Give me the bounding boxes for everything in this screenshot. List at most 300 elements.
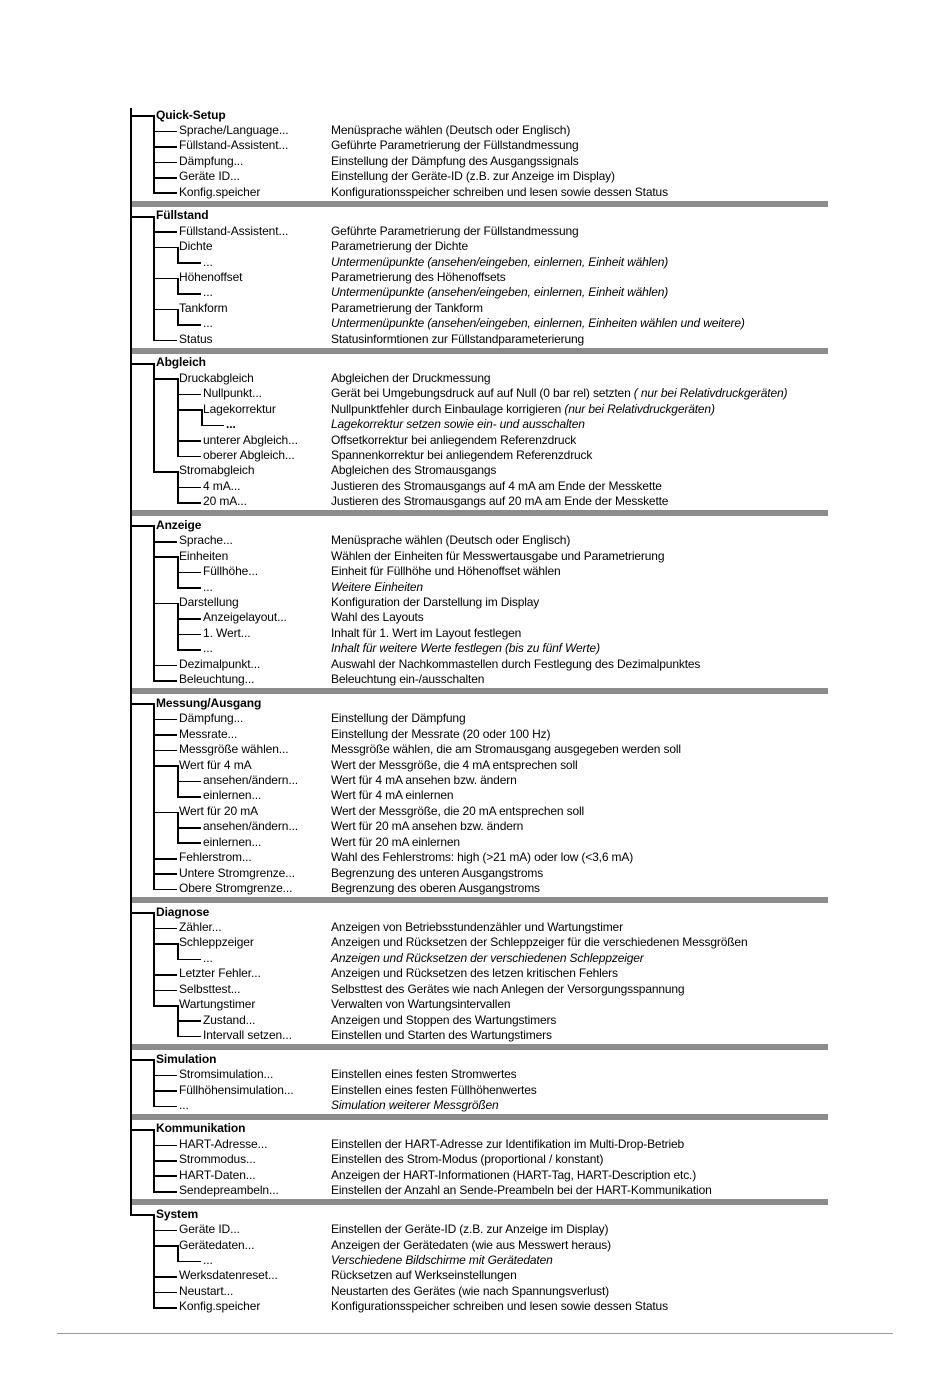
menu-row [0,935,950,950]
menu-item-label: einlernen... [203,788,262,803]
tree-vertical-line [177,765,179,781]
menu-item-label: Letzter Fehler... [179,966,261,981]
menu-item-description [331,1238,611,1253]
menu-item-label: einlernen... [203,834,262,849]
tree-branch-line [177,842,201,844]
section-title: System [156,1206,199,1221]
menu-item-label: Konfig.speicher [179,1299,261,1314]
description-text: Gerät bei Umgebungsdruck auf auf Null (0 bar rel) setzten [331,386,631,401]
menu-row [0,332,950,347]
menu-item-label: 1. Wert... [203,625,251,640]
description-note: ( nur bei Relativdruckgeräten) [633,386,788,401]
menu-row [0,285,950,300]
description-text: Anzeigen und Rücksetzen des letzen kritischen Fehlers [331,966,618,981]
tree-vertical-line [177,603,179,619]
tree-branch-line [153,1175,177,1177]
menu-item-description [331,1028,552,1043]
description-text: Einstellen der Anzahl an Sende-Preambeln bei der HART-Kommunikation [331,1183,712,1198]
menu-row [0,951,950,966]
menu-row [0,595,950,610]
menu-item-description [331,1083,537,1098]
menu-row [0,386,950,401]
tree-vertical-line [153,1276,155,1292]
tree-branch-line [130,216,155,218]
menu-item-description [331,270,506,285]
description-text: Einstellen der Geräte-ID (z.B. zur Anzeige im Display) [331,1222,609,1237]
tree-vertical-line [153,1129,155,1145]
description-text: Lagekorrektur setzen sowie ein- und ausschalten [331,417,585,432]
tree-vertical-line [177,1020,179,1036]
tree-branch-line [177,456,201,458]
menu-item-label: Fehlerstrom... [179,850,252,865]
menu-row [0,1168,950,1183]
menu-row [0,1098,950,1113]
menu-item-label: ... [203,950,213,965]
menu-row [0,672,950,687]
menu-item-label: Sendepreambeln... [179,1183,279,1198]
description-text: Menüsprache wählen (Deutsch oder Englisch) [331,122,571,137]
tree-branch-line [153,665,177,667]
menu-row [0,433,950,448]
description-text: Einstellen eines festen Stromwertes [331,1067,517,1082]
tree-branch-line [130,703,155,705]
tree-branch-line [153,889,177,891]
description-text: Selbsttest des Gerätes wie nach Anlegen der Versorgungsspannung [331,981,685,996]
tree-vertical-line [153,1214,155,1230]
description-text: Auswahl der Nachkommastellen durch Festlegung des Dezimalpunktes [331,656,701,671]
menu-row [0,224,950,239]
menu-item-label: Stromsimulation... [179,1067,274,1082]
tree-branch-line [177,409,201,411]
menu-item-label: ... [203,641,213,656]
menu-item-description [331,997,510,1012]
menu-item-label: Tankform [179,300,228,315]
menu-item-description [331,982,684,997]
tree-branch-line [153,765,177,767]
tree-branch-line [177,1020,201,1022]
menu-item-label: Intervall setzen... [203,1028,292,1043]
tree-vertical-line [153,974,155,990]
menu-item-description [331,169,615,184]
tree-vertical-line [153,873,155,889]
section-title: Messung/Ausgang [156,695,262,710]
menu-row [0,966,950,981]
description-note: (nur bei Relativdruckgeräten) [564,401,715,416]
tree-branch-line [153,1276,177,1278]
menu-row [0,1028,950,1043]
menu-row [0,1137,950,1152]
tree-branch-line [153,378,177,380]
menu-item-description [331,1253,553,1268]
menu-row [0,1268,950,1283]
tree-vertical-line [177,1245,179,1261]
tree-branch-line [177,572,201,574]
menu-item-description [331,866,543,881]
description-text: Anzeigen und Rücksetzen der Schleppzeiger für die verschiedenen Messgrößen [331,935,748,950]
menu-item-description [331,463,496,478]
tree-vertical-line [153,309,155,341]
menu-row [0,239,950,254]
menu-item-label: Neustart... [179,1283,234,1298]
description-text: Weitere Einheiten [331,579,423,594]
menu-row [0,494,950,509]
tree-vertical-line [153,858,155,874]
tree-branch-line [177,324,201,326]
menu-item-label: 4 mA... [203,478,241,493]
tree-vertical-line [153,750,155,766]
section-separator [130,1199,828,1205]
menu-item-description [331,804,584,819]
menu-item-label: ansehen/ändern... [203,772,299,787]
tree-branch-line [153,928,177,930]
tree-vertical-line [177,409,179,441]
description-text: Wahl des Layouts [331,610,424,625]
menu-item-description [331,641,600,656]
menu-item-label: Konfig.speicher [179,184,261,199]
tree-branch-line [153,146,177,148]
menu-row [0,417,950,432]
description-text: Simulation weiterer Messgrößen [331,1097,499,1112]
section-title: Abgleich [156,355,206,370]
menu-row [0,1284,950,1299]
tree-branch-line [153,943,177,945]
description-text: Statusinformtionen zur Füllstandparameterierung [331,331,585,346]
menu-item-label: ansehen/ändern... [203,819,299,834]
menu-row [0,169,950,184]
menu-item-description [331,966,618,981]
menu-row [0,835,950,850]
menu-item-label: oberer Abgleich... [203,447,295,462]
tree-vertical-line [153,1145,155,1161]
tree-branch-line [177,394,201,396]
description-text: Einstellen des Strom-Modus (proportional / konstant) [331,1152,604,1167]
tree-branch-line [130,1129,155,1131]
tree-branch-line [153,131,177,133]
menu-item-description [331,773,517,788]
section-title: Füllstand [156,208,209,223]
menu-item-description [331,1222,608,1237]
description-text: Einstellung der Geräte-ID (z.B. zur Anzeige im Display) [331,169,615,184]
menu-item-label: ... [203,579,213,594]
menu-item-description [331,1152,603,1167]
menu-row [0,626,950,641]
menu-item-label: ... [179,1097,189,1112]
section-title: Kommunikation [156,1121,246,1136]
menu-item-label: Füllstand-Assistent... [179,223,289,238]
menu-row [0,742,950,757]
menu-item-label: Gerätedaten... [179,1237,255,1252]
tree-branch-line [177,796,201,798]
tree-branch-line [177,502,201,504]
menu-item-description [331,1168,696,1183]
section-title: Anzeige [156,517,202,532]
tree-branch-line [201,425,224,427]
footer-rule [57,1333,893,1334]
tree-vertical-line [177,309,179,325]
menu-item-label: Untere Stromgrenze... [179,865,295,880]
tree-branch-line [153,192,177,194]
menu-item-description [331,533,570,548]
description-text: Neustarten des Gerätes (wie nach Spannungsverlust) [331,1283,609,1298]
tree-vertical-line [153,1075,155,1091]
menu-item-description [331,479,662,494]
menu-item-description [331,835,460,850]
description-text: Spannenkorrektur bei anliegendem Referenzdruck [331,447,593,462]
tree-vertical-line [153,928,155,944]
description-text: Geführte Parametrierung der Füllstandmessung [331,223,579,238]
tree-branch-line [153,1230,177,1232]
description-text: Messgröße wählen, die am Stromausgang ausgegeben werden soll [331,742,681,757]
tree-branch-line [153,812,177,814]
description-text: Begrenzung des oberen Ausgangstroms [331,881,540,896]
tree-branch-line [153,1307,177,1309]
menu-row [0,138,950,153]
tree-branch-line [153,556,177,558]
menu-row [0,881,950,896]
menu-item-label: Obere Stromgrenze... [179,881,293,896]
menu-row [0,1067,950,1082]
description-text: Wert für 20 mA einlernen [331,834,460,849]
description-text: Inhalt für weitere Werte festlegen (bis zu fünf Werte) [331,641,600,656]
description-text: Einstellen eines festen Füllhöhenwertes [331,1082,537,1097]
description-text: Anzeigen und Stoppen des Wartungstimers [331,1012,557,1027]
description-text: Begrenzung des unteren Ausgangstroms [331,865,544,880]
menu-item-description [331,595,539,610]
menu-row [0,1253,950,1268]
section-separator [130,897,828,903]
menu-item-label: Messgröße wählen... [179,742,289,757]
menu-row [0,1299,950,1314]
tree-vertical-line [153,525,155,541]
menu-item-label: Zustand... [203,1012,256,1027]
tree-vertical-line [177,618,179,634]
tree-vertical-line [177,247,179,263]
tree-branch-line [153,309,177,311]
menu-item-label: Wert für 20 mA [179,803,259,818]
tree-branch-line [153,471,177,473]
tree-branch-line [153,1292,177,1294]
menu-item-label: Dezimalpunkt... [179,656,261,671]
menu-row [0,448,950,463]
tree-vertical-line [177,827,179,843]
menu-item-description [331,417,585,432]
menu-item-label: Anzeigelayout... [203,610,287,625]
menu-item-label: Füllhöhe... [203,564,258,579]
menu-item-description [331,1098,499,1113]
section-separator [130,1114,828,1120]
menu-row [0,641,950,656]
tree-vertical-line [153,556,155,603]
menu-item-label: unterer Abgleich... [203,432,298,447]
menu-row [0,1238,950,1253]
tree-branch-line [177,587,201,589]
section-title: Quick-Setup [156,107,226,122]
description-text: Verwalten von Wartungsintervallen [331,997,511,1012]
description-text: Anzeigen und Rücksetzen der verschiedenen Schleppzeiger [331,950,644,965]
menu-item-label: Füllhöhensimulation... [179,1082,294,1097]
tree-vertical-line [177,278,179,294]
tree-vertical-line [177,556,179,572]
tree-branch-line [153,1005,177,1007]
menu-item-description [331,580,423,595]
menu-item-description [331,881,540,896]
menu-item-description [331,224,579,239]
description-text: Verschiedene Bildschirme mit Gerätedaten [331,1253,553,1267]
menu-item-description [331,742,681,757]
tree-branch-line [177,959,201,961]
description-text: Rücksetzen auf Werkseinstellungen [331,1268,517,1283]
tree-vertical-line [153,603,155,666]
menu-item-label: Wert für 4 mA [179,757,252,772]
description-text: Wert für 20 mA ansehen bzw. ändern [331,819,524,834]
section-separator [130,348,828,354]
description-text: Wert der Messgröße, die 20 mA entsprechen soll [331,803,584,818]
description-text: Konfigurationsspeicher schreiben und lesen sowie dessen Status [331,184,668,199]
menu-item-label: Zähler... [179,920,222,934]
description-text: Nullpunktfehler durch Einbaulage korrigieren [331,401,562,416]
menu-row [0,850,950,865]
tree-vertical-line [153,231,155,247]
menu-row [0,371,950,386]
menu-item-label: Geräte ID... [179,1222,240,1237]
tree-branch-line [130,525,155,527]
menu-item-label: ... [203,285,213,300]
tree-branch-line [130,363,155,365]
description-text: Anzeigen der Gerätedaten (wie aus Messwert heraus) [331,1237,611,1252]
menu-item-label: Status [179,331,213,346]
menu-item-description [331,758,577,773]
menu-item-label: Lagekorrektur [203,401,276,416]
menu-item-description [331,610,424,625]
menu-row [0,773,950,788]
tree-branch-line [153,734,177,736]
tree-vertical-line [153,363,155,379]
description-text: Justieren des Stromausgangs auf 4 mA am Ende der Messkette [331,478,662,493]
tree-vertical-line [177,634,179,650]
tree-vertical-line [153,115,155,131]
menu-item-description [331,402,715,417]
menu-item-description [331,154,579,169]
tree-branch-line [130,1059,155,1061]
tree-vertical-line [153,734,155,750]
menu-item-label: Höhenoffset [179,270,243,284]
description-text: Abgleichen der Druckmessung [331,370,491,385]
menu-item-description [331,316,745,331]
description-text: Anzeigen von Betriebsstundenzähler und Wartungstimer [331,920,623,934]
menu-item-label: Dämpfung... [179,711,244,726]
tree-vertical-line [153,665,155,681]
menu-item-description [331,819,523,834]
tree-vertical-line [177,572,179,588]
menu-item-label: Einheiten [179,548,229,563]
menu-row [0,154,950,169]
menu-item-description [331,727,550,742]
menu-row [0,270,950,285]
description-text: Konfigurationsspeicher schreiben und lesen sowie dessen Status [331,1299,668,1314]
tree-vertical-line [177,781,179,797]
menu-item-description [331,123,570,138]
menu-item-description [331,626,521,641]
tree-vertical-line [153,1292,155,1308]
description-text: Einstellen der HART-Adresse zur Identifikation im Multi-Drop-Betrieb [331,1136,685,1151]
menu-row [0,804,950,819]
description-text: Wert für 4 mA einlernen [331,788,454,803]
menu-row [0,301,950,316]
description-text: Offsetkorrektur bei anliegendem Referenzdruck [331,432,577,447]
tree-branch-line [153,990,177,992]
menu-item-label: 20 mA... [203,494,247,509]
tree-vertical-line [201,409,203,425]
description-text: Parametrierung des Höhenoffsets [331,270,506,284]
menu-item-label: Sprache/Language... [179,122,289,137]
description-text: Parametrierung der Tankform [331,300,483,315]
tree-branch-line [153,231,177,233]
menu-item-description [331,1268,517,1283]
menu-row [0,549,950,564]
description-text: Untermenüpunkte (ansehen/eingeben, einlernen, Einheit wählen) [331,254,669,269]
tree-branch-line [153,1245,177,1247]
menu-item-description [331,711,465,726]
section-separator [130,510,828,516]
menu-item-label: Füllstand-Assistent... [179,138,289,153]
section-separator [130,1044,828,1050]
menu-item-description [331,951,644,966]
description-text: Einheit für Füllhöhe und Höhenoffset wählen [331,564,561,579]
section-separator [130,201,828,207]
menu-row [0,1222,950,1237]
menu-row [0,657,950,672]
menu-item-label: ... [203,254,213,269]
menu-item-description [331,494,668,509]
description-text: Konfiguration der Darstellung im Display [331,595,540,609]
tree-vertical-line [153,812,155,859]
tree-vertical-line [153,990,155,1006]
menu-item-description [331,657,700,672]
tree-branch-line [153,1090,177,1092]
tree-branch-line [153,873,177,875]
description-text: Inhalt für 1. Wert im Layout festlegen [331,625,522,640]
tree-vertical-line [153,1059,155,1075]
menu-row [0,1152,950,1167]
menu-item-label: ... [226,417,236,432]
description-text: Einstellung der Dämpfung [331,711,466,726]
tree-vertical-line [153,131,155,147]
menu-row [0,533,950,548]
menu-item-description [331,301,483,316]
tree-branch-line [153,541,177,543]
tree-branch-line [153,858,177,860]
description-text: Wert der Messgröße, die 4 mA entsprechen soll [331,757,578,772]
menu-item-description [331,332,584,347]
tree-branch-line [177,1036,201,1038]
menu-item-description [331,185,668,200]
tree-branch-line [177,440,201,442]
tree-branch-line [153,247,177,249]
menu-item-label: ... [203,316,213,331]
menu-item-description [331,371,490,386]
menu-item-label: HART-Daten... [179,1167,256,1182]
tree-vertical-line [153,278,155,310]
description-text: Wählen der Einheiten für Messwertausgabe und Parametrierung [331,548,665,563]
tree-vertical-line [153,177,155,193]
menu-row [0,185,950,200]
section-separator [130,688,828,694]
menu-item-description [331,788,453,803]
menu-row [0,711,950,726]
menu-item-description [331,1284,609,1299]
menu-item-description [331,1013,556,1028]
tree-vertical-line [177,1005,179,1021]
